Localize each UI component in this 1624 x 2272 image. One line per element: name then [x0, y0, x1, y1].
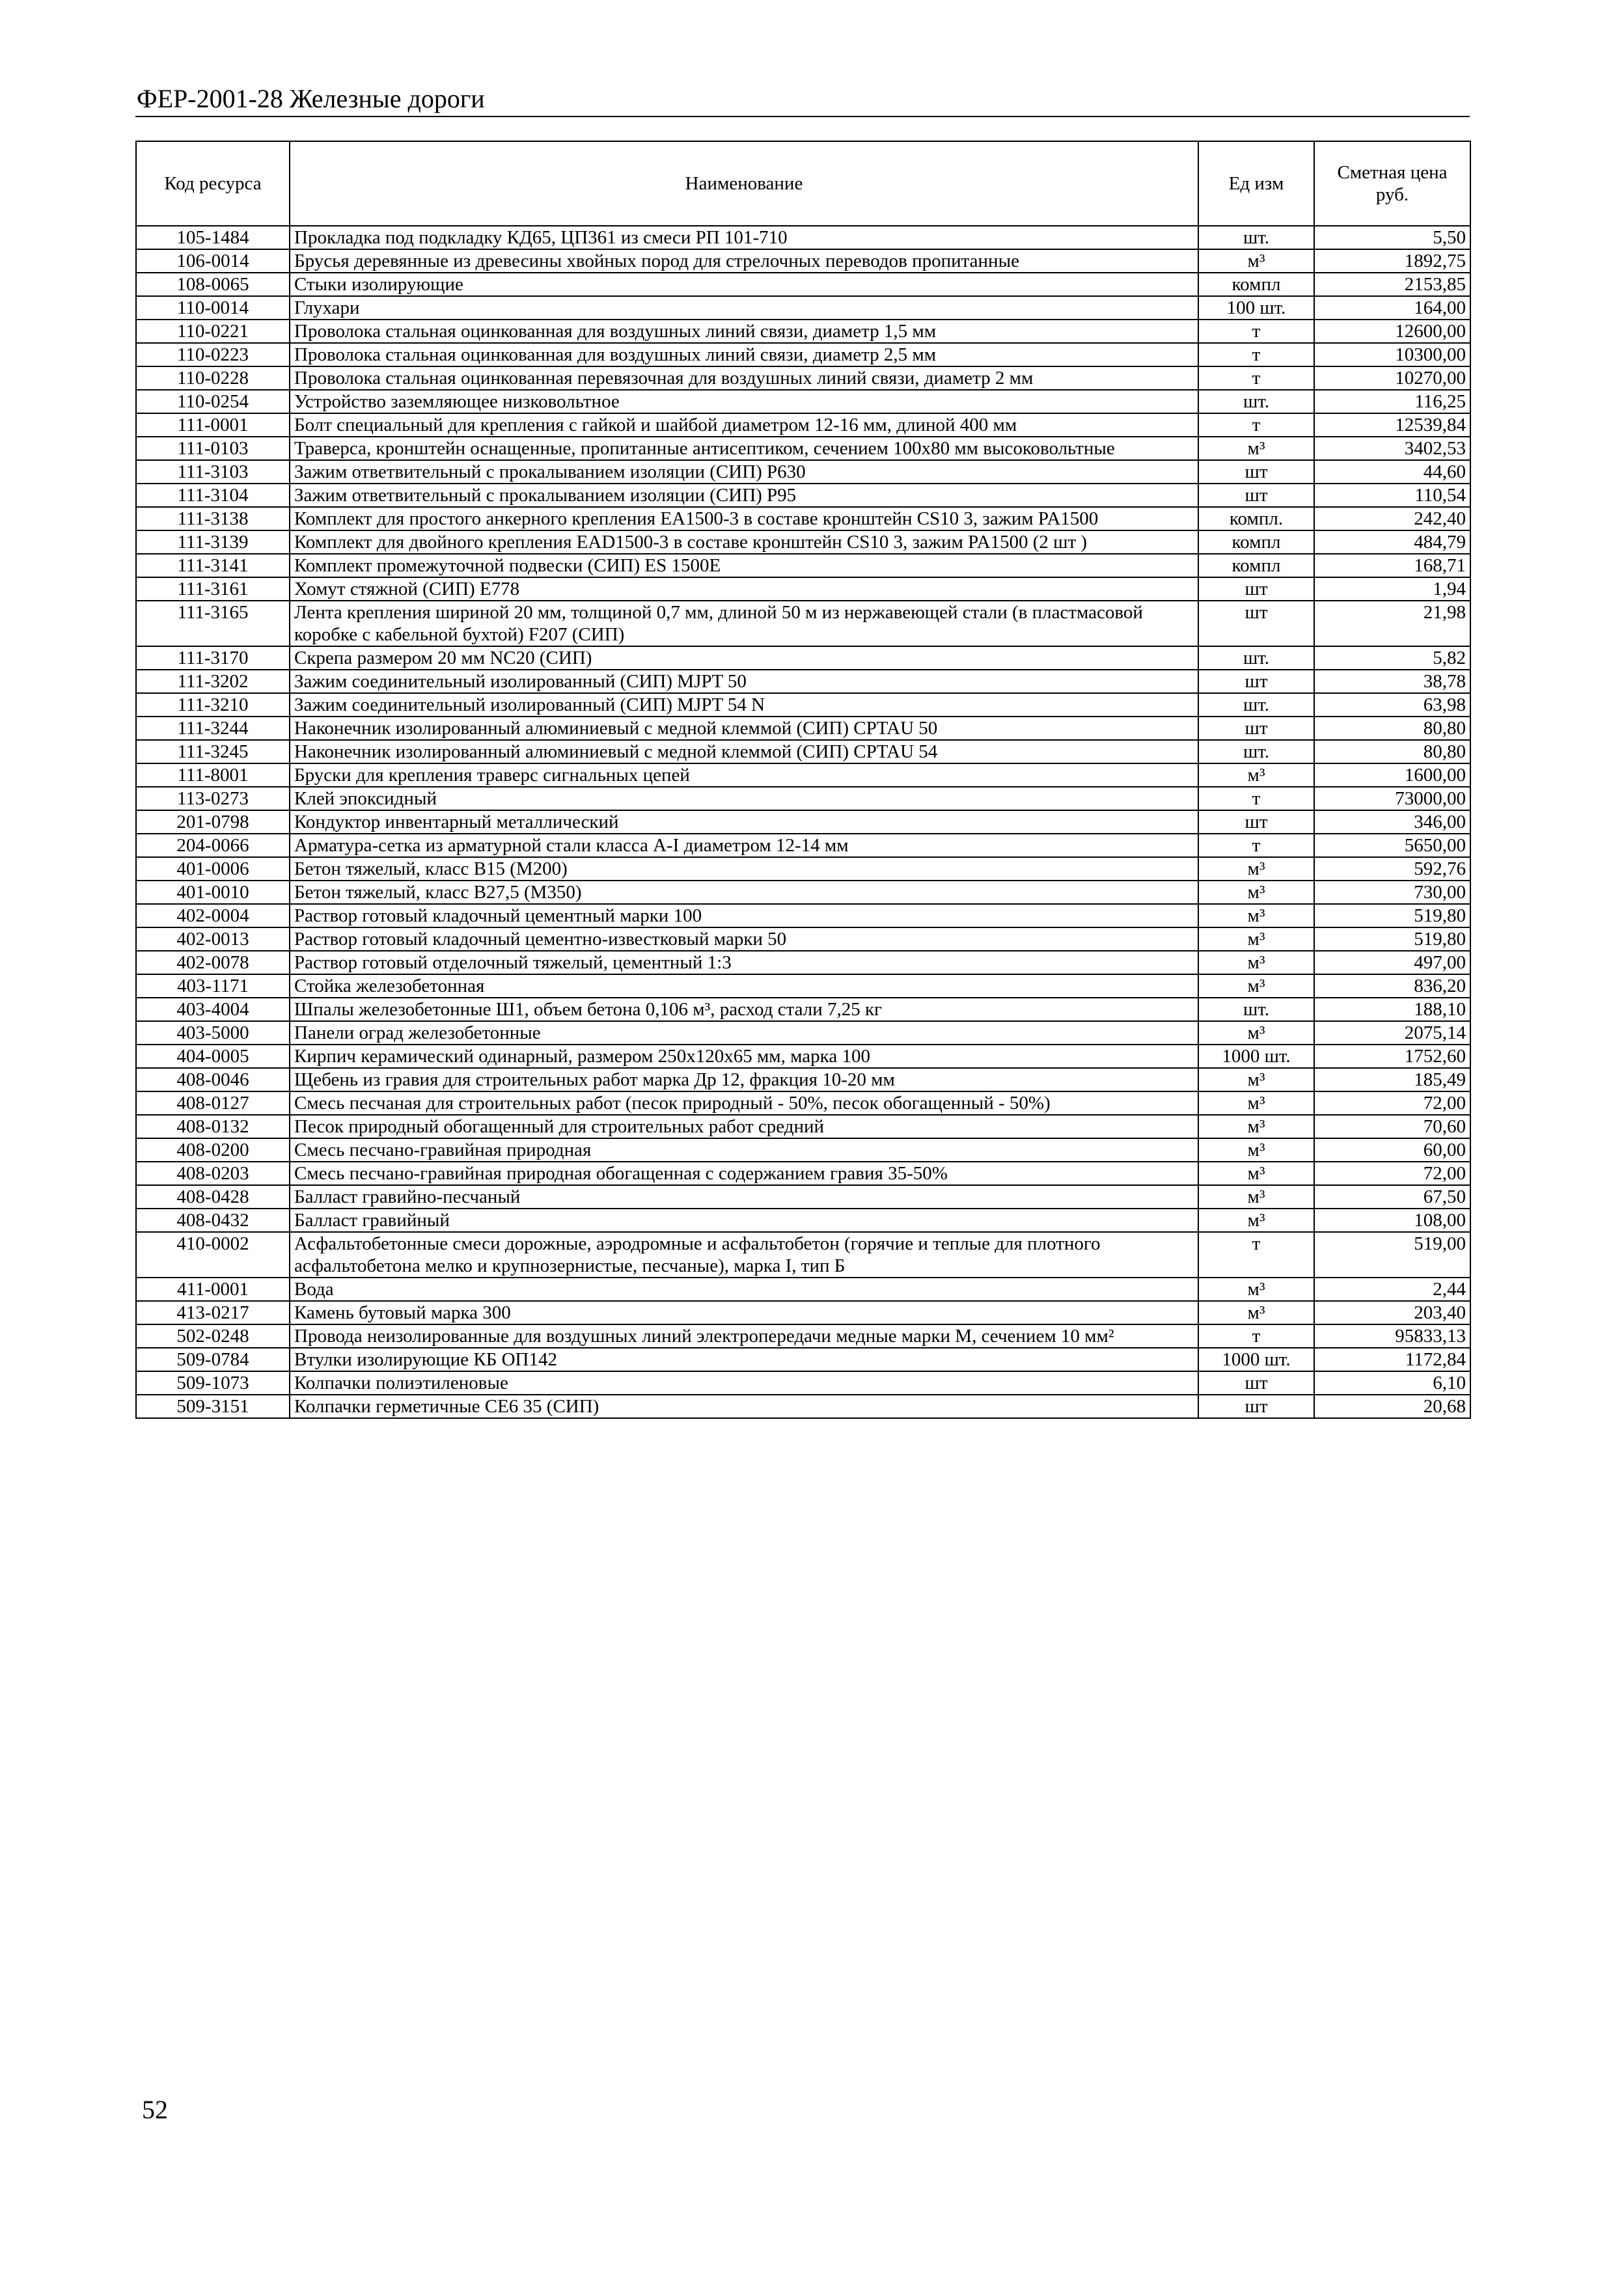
cell-price: 519,80 [1314, 904, 1470, 927]
cell-price: 2153,85 [1314, 273, 1470, 296]
cell-price: 5,82 [1314, 646, 1470, 670]
table-row [136, 343, 1470, 366]
cell-unit: м³ [1198, 1091, 1314, 1115]
cell-code: 411-0001 [136, 1278, 290, 1301]
table-row [136, 1185, 1470, 1209]
cell-unit: м³ [1198, 881, 1314, 904]
table-row [136, 834, 1470, 857]
cell-unit: м³ [1198, 927, 1314, 951]
cell-price: 80,80 [1314, 717, 1470, 740]
cell-name: Наконечник изолированный алюминиевый с медной клеммой (СИП) CPTAU 54 [290, 740, 1198, 763]
cell-name: Смесь песчано-гравийная природная обогащенная с содержанием гравия 35-50% [290, 1162, 1198, 1185]
page-header [135, 83, 1470, 117]
cell-code: 111-3161 [136, 577, 290, 601]
table-row [136, 810, 1470, 834]
cell-unit: т [1198, 787, 1314, 810]
cell-unit: т [1198, 834, 1314, 857]
cell-name: Проволока стальная оцинкованная для воздушных линий связи, диаметр 1,5 мм [290, 320, 1198, 343]
cell-code: 408-0127 [136, 1091, 290, 1115]
table-row [136, 1278, 1470, 1301]
cell-name: Втулки изолирующие КБ ОП142 [290, 1348, 1198, 1371]
cell-code: 401-0010 [136, 881, 290, 904]
table-row [136, 249, 1470, 273]
cell-code: 410-0002 [136, 1232, 290, 1278]
cell-code: 408-0203 [136, 1162, 290, 1185]
cell-price: 2,44 [1314, 1278, 1470, 1301]
table-row [136, 1371, 1470, 1395]
cell-price: 1752,60 [1314, 1045, 1470, 1068]
cell-name: Смесь песчано-гравийная природная [290, 1138, 1198, 1162]
cell-price: 1892,75 [1314, 249, 1470, 273]
table-row [136, 507, 1470, 530]
table-row [136, 1348, 1470, 1371]
table-row [136, 1301, 1470, 1324]
cell-name: Траверса, кронштейн оснащенные, пропитанные антисептиком, сечением 100х80 мм высоковольтные [290, 437, 1198, 460]
cell-name: Хомут стяжной (СИП) Е778 [290, 577, 1198, 601]
cell-name: Клей эпоксидный [290, 787, 1198, 810]
column-header-unit: Ед изм [1198, 141, 1314, 226]
cell-unit: м³ [1198, 1068, 1314, 1091]
cell-name: Колпачки герметичные СЕ6 35 (СИП) [290, 1395, 1198, 1418]
cell-name: Глухари [290, 296, 1198, 320]
page-number: 52 [142, 2095, 168, 2124]
table-row [136, 904, 1470, 927]
cell-price: 67,50 [1314, 1185, 1470, 1209]
cell-unit: шт. [1198, 998, 1314, 1021]
cell-name: Зажим ответвительный с прокалыванием изоляции (СИП) Р630 [290, 460, 1198, 484]
cell-unit: компл [1198, 530, 1314, 554]
cell-price: 63,98 [1314, 693, 1470, 717]
cell-price: 108,00 [1314, 1209, 1470, 1232]
table-row [136, 366, 1470, 390]
cell-name: Болт специальный для крепления с гайкой и шайбой диаметром 12-16 мм, длиной 400 мм [290, 413, 1198, 437]
cell-name: Зажим соединительный изолированный (СИП) MJPT 50 [290, 670, 1198, 693]
cell-unit: т [1198, 343, 1314, 366]
cell-code: 408-0428 [136, 1185, 290, 1209]
cell-code: 401-0006 [136, 857, 290, 881]
cell-unit: шт [1198, 484, 1314, 507]
cell-unit: т [1198, 1232, 1314, 1278]
cell-name: Щебень из гравия для строительных работ марка Др 12, фракция 10-20 мм [290, 1068, 1198, 1091]
table-row [136, 1395, 1470, 1418]
cell-price: 72,00 [1314, 1091, 1470, 1115]
cell-unit: м³ [1198, 249, 1314, 273]
cell-code: 403-1171 [136, 974, 290, 998]
cell-price: 1600,00 [1314, 763, 1470, 787]
cell-name: Брусья деревянные из древесины хвойных пород для стрелочных переводов пропитанные [290, 249, 1198, 273]
cell-price: 203,40 [1314, 1301, 1470, 1324]
cell-unit: шт. [1198, 693, 1314, 717]
cell-code: 509-1073 [136, 1371, 290, 1395]
cell-price: 116,25 [1314, 390, 1470, 413]
table-row [136, 693, 1470, 717]
cell-name: Наконечник изолированный алюминиевый с медной клеммой (СИП) CPTAU 50 [290, 717, 1198, 740]
table-row [136, 951, 1470, 974]
table-row [136, 273, 1470, 296]
cell-name: Устройство заземляющее низковольтное [290, 390, 1198, 413]
cell-unit: т [1198, 366, 1314, 390]
cell-unit: 1000 шт. [1198, 1348, 1314, 1371]
cell-code: 110-0221 [136, 320, 290, 343]
cell-name: Лента крепления шириной 20 мм, толщиной 0,7 мм, длиной 50 м из нержавеющей стали (в пластмасовой коробке с кабельной бухтой) F207 (СИП) [290, 601, 1198, 646]
table-row [136, 296, 1470, 320]
cell-code: 408-0432 [136, 1209, 290, 1232]
cell-price: 484,79 [1314, 530, 1470, 554]
cell-unit: компл [1198, 273, 1314, 296]
table-row [136, 530, 1470, 554]
cell-code: 108-0065 [136, 273, 290, 296]
table-row [136, 413, 1470, 437]
cell-unit: шт. [1198, 740, 1314, 763]
cell-price: 346,00 [1314, 810, 1470, 834]
cell-name: Раствор готовый кладочный цементно-известковый марки 50 [290, 927, 1198, 951]
cell-unit: шт [1198, 601, 1314, 646]
cell-unit: шт. [1198, 646, 1314, 670]
cell-unit: м³ [1198, 1138, 1314, 1162]
cell-name: Арматура-сетка из арматурной стали класса А-I диаметром 12-14 мм [290, 834, 1198, 857]
cell-price: 730,00 [1314, 881, 1470, 904]
cell-code: 204-0066 [136, 834, 290, 857]
cell-code: 111-0001 [136, 413, 290, 437]
cell-price: 592,76 [1314, 857, 1470, 881]
cell-name: Песок природный обогащенный для строительных работ средний [290, 1115, 1198, 1138]
cell-name: Бруски для крепления траверс сигнальных цепей [290, 763, 1198, 787]
table-row [136, 857, 1470, 881]
cell-code: 111-3165 [136, 601, 290, 646]
table-row [136, 998, 1470, 1021]
cell-code: 408-0132 [136, 1115, 290, 1138]
cell-price: 12600,00 [1314, 320, 1470, 343]
cell-unit: т [1198, 320, 1314, 343]
cell-name: Зажим соединительный изолированный (СИП) MJPT 54 N [290, 693, 1198, 717]
cell-price: 95833,13 [1314, 1324, 1470, 1348]
table-row [136, 460, 1470, 484]
cell-unit: 1000 шт. [1198, 1045, 1314, 1068]
column-header-name: Наименование [290, 141, 1198, 226]
cell-unit: 100 шт. [1198, 296, 1314, 320]
table-row [136, 1232, 1470, 1278]
cell-code: 105-1484 [136, 226, 290, 249]
cell-unit: м³ [1198, 1162, 1314, 1185]
cell-price: 110,54 [1314, 484, 1470, 507]
table-header-row [136, 141, 1470, 226]
table-row [136, 787, 1470, 810]
table-row [136, 927, 1470, 951]
cell-code: 111-3245 [136, 740, 290, 763]
cell-price: 80,80 [1314, 740, 1470, 763]
table-row [136, 670, 1470, 693]
table-row [136, 226, 1470, 249]
cell-code: 110-0223 [136, 343, 290, 366]
column-header-price: Сметная цена руб. [1314, 141, 1470, 226]
table-row [136, 1045, 1470, 1068]
cell-price: 2075,14 [1314, 1021, 1470, 1045]
table-row [136, 974, 1470, 998]
cell-name: Проволока стальная оцинкованная перевязочная для воздушных линий связи, диаметр 2 мм [290, 366, 1198, 390]
table-row [136, 554, 1470, 577]
cell-price: 21,98 [1314, 601, 1470, 646]
cell-code: 110-0254 [136, 390, 290, 413]
cell-unit: м³ [1198, 857, 1314, 881]
table-row [136, 881, 1470, 904]
cell-price: 72,00 [1314, 1162, 1470, 1185]
cell-price: 188,10 [1314, 998, 1470, 1021]
table-row [136, 390, 1470, 413]
cell-code: 413-0217 [136, 1301, 290, 1324]
table-row [136, 1091, 1470, 1115]
cell-code: 113-0273 [136, 787, 290, 810]
cell-price: 1,94 [1314, 577, 1470, 601]
cell-unit: шт [1198, 1371, 1314, 1395]
cell-name: Асфальтобетонные смеси дорожные, аэродромные и асфальтобетон (горячие и теплые для плотного асфальтобетона мелко и крупнозернистые, песчаные), марка I, тип Б [290, 1232, 1198, 1278]
cell-name: Шпалы железобетонные Ш1, объем бетона 0,106 м³, расход стали 7,25 кг [290, 998, 1198, 1021]
table-row [136, 484, 1470, 507]
cell-price: 38,78 [1314, 670, 1470, 693]
cell-code: 111-3202 [136, 670, 290, 693]
cell-price: 242,40 [1314, 507, 1470, 530]
cell-price: 168,71 [1314, 554, 1470, 577]
cell-name: Скрепа размером 20 мм NC20 (СИП) [290, 646, 1198, 670]
cell-code: 404-0005 [136, 1045, 290, 1068]
cell-code: 111-3210 [136, 693, 290, 717]
cell-price: 10270,00 [1314, 366, 1470, 390]
cell-code: 201-0798 [136, 810, 290, 834]
cell-code: 402-0013 [136, 927, 290, 951]
cell-name: Бетон тяжелый, класс B15 (М200) [290, 857, 1198, 881]
cell-unit: компл [1198, 554, 1314, 577]
table-row [136, 1115, 1470, 1138]
cell-code: 408-0046 [136, 1068, 290, 1091]
cell-price: 3402,53 [1314, 437, 1470, 460]
resource-price-table [135, 141, 1470, 1419]
table-body [136, 226, 1470, 1418]
cell-code: 110-0014 [136, 296, 290, 320]
cell-name: Балласт гравийный [290, 1209, 1198, 1232]
cell-code: 502-0248 [136, 1324, 290, 1348]
cell-price: 519,80 [1314, 927, 1470, 951]
table-row [136, 1324, 1470, 1348]
cell-code: 110-0228 [136, 366, 290, 390]
cell-unit: м³ [1198, 904, 1314, 927]
cell-price: 6,10 [1314, 1371, 1470, 1395]
cell-unit: шт [1198, 717, 1314, 740]
cell-name: Прокладка под подкладку КД65, ЦП361 из смеси РП 101-710 [290, 226, 1198, 249]
cell-code: 111-3170 [136, 646, 290, 670]
cell-code: 106-0014 [136, 249, 290, 273]
cell-price: 164,00 [1314, 296, 1470, 320]
cell-code: 111-3104 [136, 484, 290, 507]
cell-name: Раствор готовый кладочный цементный марки 100 [290, 904, 1198, 927]
cell-name: Смесь песчаная для строительных работ (песок природный - 50%, песок обогащенный - 50%) [290, 1091, 1198, 1115]
table-row [136, 437, 1470, 460]
cell-code: 402-0078 [136, 951, 290, 974]
cell-unit: шт. [1198, 390, 1314, 413]
cell-code: 403-5000 [136, 1021, 290, 1045]
cell-code: 402-0004 [136, 904, 290, 927]
table-row [136, 646, 1470, 670]
cell-price: 1172,84 [1314, 1348, 1470, 1371]
cell-code: 509-0784 [136, 1348, 290, 1371]
cell-price: 44,60 [1314, 460, 1470, 484]
cell-unit: м³ [1198, 1301, 1314, 1324]
cell-name: Вода [290, 1278, 1198, 1301]
cell-name: Стыки изолирующие [290, 273, 1198, 296]
cell-name: Балласт гравийно-песчаный [290, 1185, 1198, 1209]
table-row [136, 1068, 1470, 1091]
cell-price: 185,49 [1314, 1068, 1470, 1091]
column-header-code: Код ресурса [136, 141, 290, 226]
cell-price: 70,60 [1314, 1115, 1470, 1138]
cell-name: Провода неизолированные для воздушных линий электропередачи медные марки М, сечением 10 мм² [290, 1324, 1198, 1348]
cell-name: Раствор готовый отделочный тяжелый, цементный 1:3 [290, 951, 1198, 974]
cell-price: 12539,84 [1314, 413, 1470, 437]
cell-unit: шт [1198, 1395, 1314, 1418]
cell-price: 519,00 [1314, 1232, 1470, 1278]
table-row [136, 577, 1470, 601]
cell-unit: м³ [1198, 974, 1314, 998]
cell-code: 111-3139 [136, 530, 290, 554]
cell-unit: т [1198, 1324, 1314, 1348]
header-divider [135, 116, 1470, 117]
table-row [136, 763, 1470, 787]
cell-code: 111-3103 [136, 460, 290, 484]
cell-name: Комплект для простого анкерного крепления EA1500-3 в составе кронштейн CS10 3, зажим PA1500 [290, 507, 1198, 530]
cell-price: 5650,00 [1314, 834, 1470, 857]
cell-unit: т [1198, 413, 1314, 437]
cell-unit: м³ [1198, 1209, 1314, 1232]
table-row [136, 717, 1470, 740]
cell-price: 60,00 [1314, 1138, 1470, 1162]
cell-unit: м³ [1198, 763, 1314, 787]
cell-name: Комплект для двойного крепления EAD1500-3 в составе кронштейн CS10 3, зажим PA1500 (2 шт ) [290, 530, 1198, 554]
cell-unit: шт [1198, 460, 1314, 484]
cell-code: 111-8001 [136, 763, 290, 787]
cell-code: 403-4004 [136, 998, 290, 1021]
cell-code: 408-0200 [136, 1138, 290, 1162]
cell-unit: шт [1198, 670, 1314, 693]
table-row [136, 740, 1470, 763]
cell-unit: м³ [1198, 1021, 1314, 1045]
cell-name: Комплект промежуточной подвески (СИП) ES 1500Е [290, 554, 1198, 577]
cell-unit: компл. [1198, 507, 1314, 530]
cell-price: 10300,00 [1314, 343, 1470, 366]
cell-code: 111-3244 [136, 717, 290, 740]
cell-code: 111-0103 [136, 437, 290, 460]
cell-price: 497,00 [1314, 951, 1470, 974]
cell-unit: шт [1198, 810, 1314, 834]
table-row [136, 1162, 1470, 1185]
cell-code: 111-3138 [136, 507, 290, 530]
table-row [136, 1138, 1470, 1162]
cell-name: Проволока стальная оцинкованная для воздушных линий связи, диаметр 2,5 мм [290, 343, 1198, 366]
cell-code: 509-3151 [136, 1395, 290, 1418]
cell-name: Кирпич керамический одинарный, размером 250х120х65 мм, марка 100 [290, 1045, 1198, 1068]
cell-name: Камень бутовый марка 300 [290, 1301, 1198, 1324]
cell-unit: м³ [1198, 1278, 1314, 1301]
cell-name: Панели оград железобетонные [290, 1021, 1198, 1045]
cell-unit: м³ [1198, 1185, 1314, 1209]
cell-unit: м³ [1198, 437, 1314, 460]
cell-code: 111-3141 [136, 554, 290, 577]
table-row [136, 1209, 1470, 1232]
cell-name: Зажим ответвительный с прокалыванием изоляции (СИП) Р95 [290, 484, 1198, 507]
page-title: ФЕР-2001-28 Железные дороги [137, 84, 485, 113]
cell-name: Бетон тяжелый, класс B27,5 (М350) [290, 881, 1198, 904]
cell-price: 836,20 [1314, 974, 1470, 998]
table-row [136, 320, 1470, 343]
cell-name: Кондуктор инвентарный металлический [290, 810, 1198, 834]
cell-unit: м³ [1198, 951, 1314, 974]
table-row [136, 601, 1470, 646]
cell-name: Колпачки полиэтиленовые [290, 1371, 1198, 1395]
cell-name: Стойка железобетонная [290, 974, 1198, 998]
cell-price: 20,68 [1314, 1395, 1470, 1418]
table-row [136, 1021, 1470, 1045]
cell-unit: шт [1198, 577, 1314, 601]
cell-unit: шт. [1198, 226, 1314, 249]
cell-price: 5,50 [1314, 226, 1470, 249]
cell-price: 73000,00 [1314, 787, 1470, 810]
cell-unit: м³ [1198, 1115, 1314, 1138]
